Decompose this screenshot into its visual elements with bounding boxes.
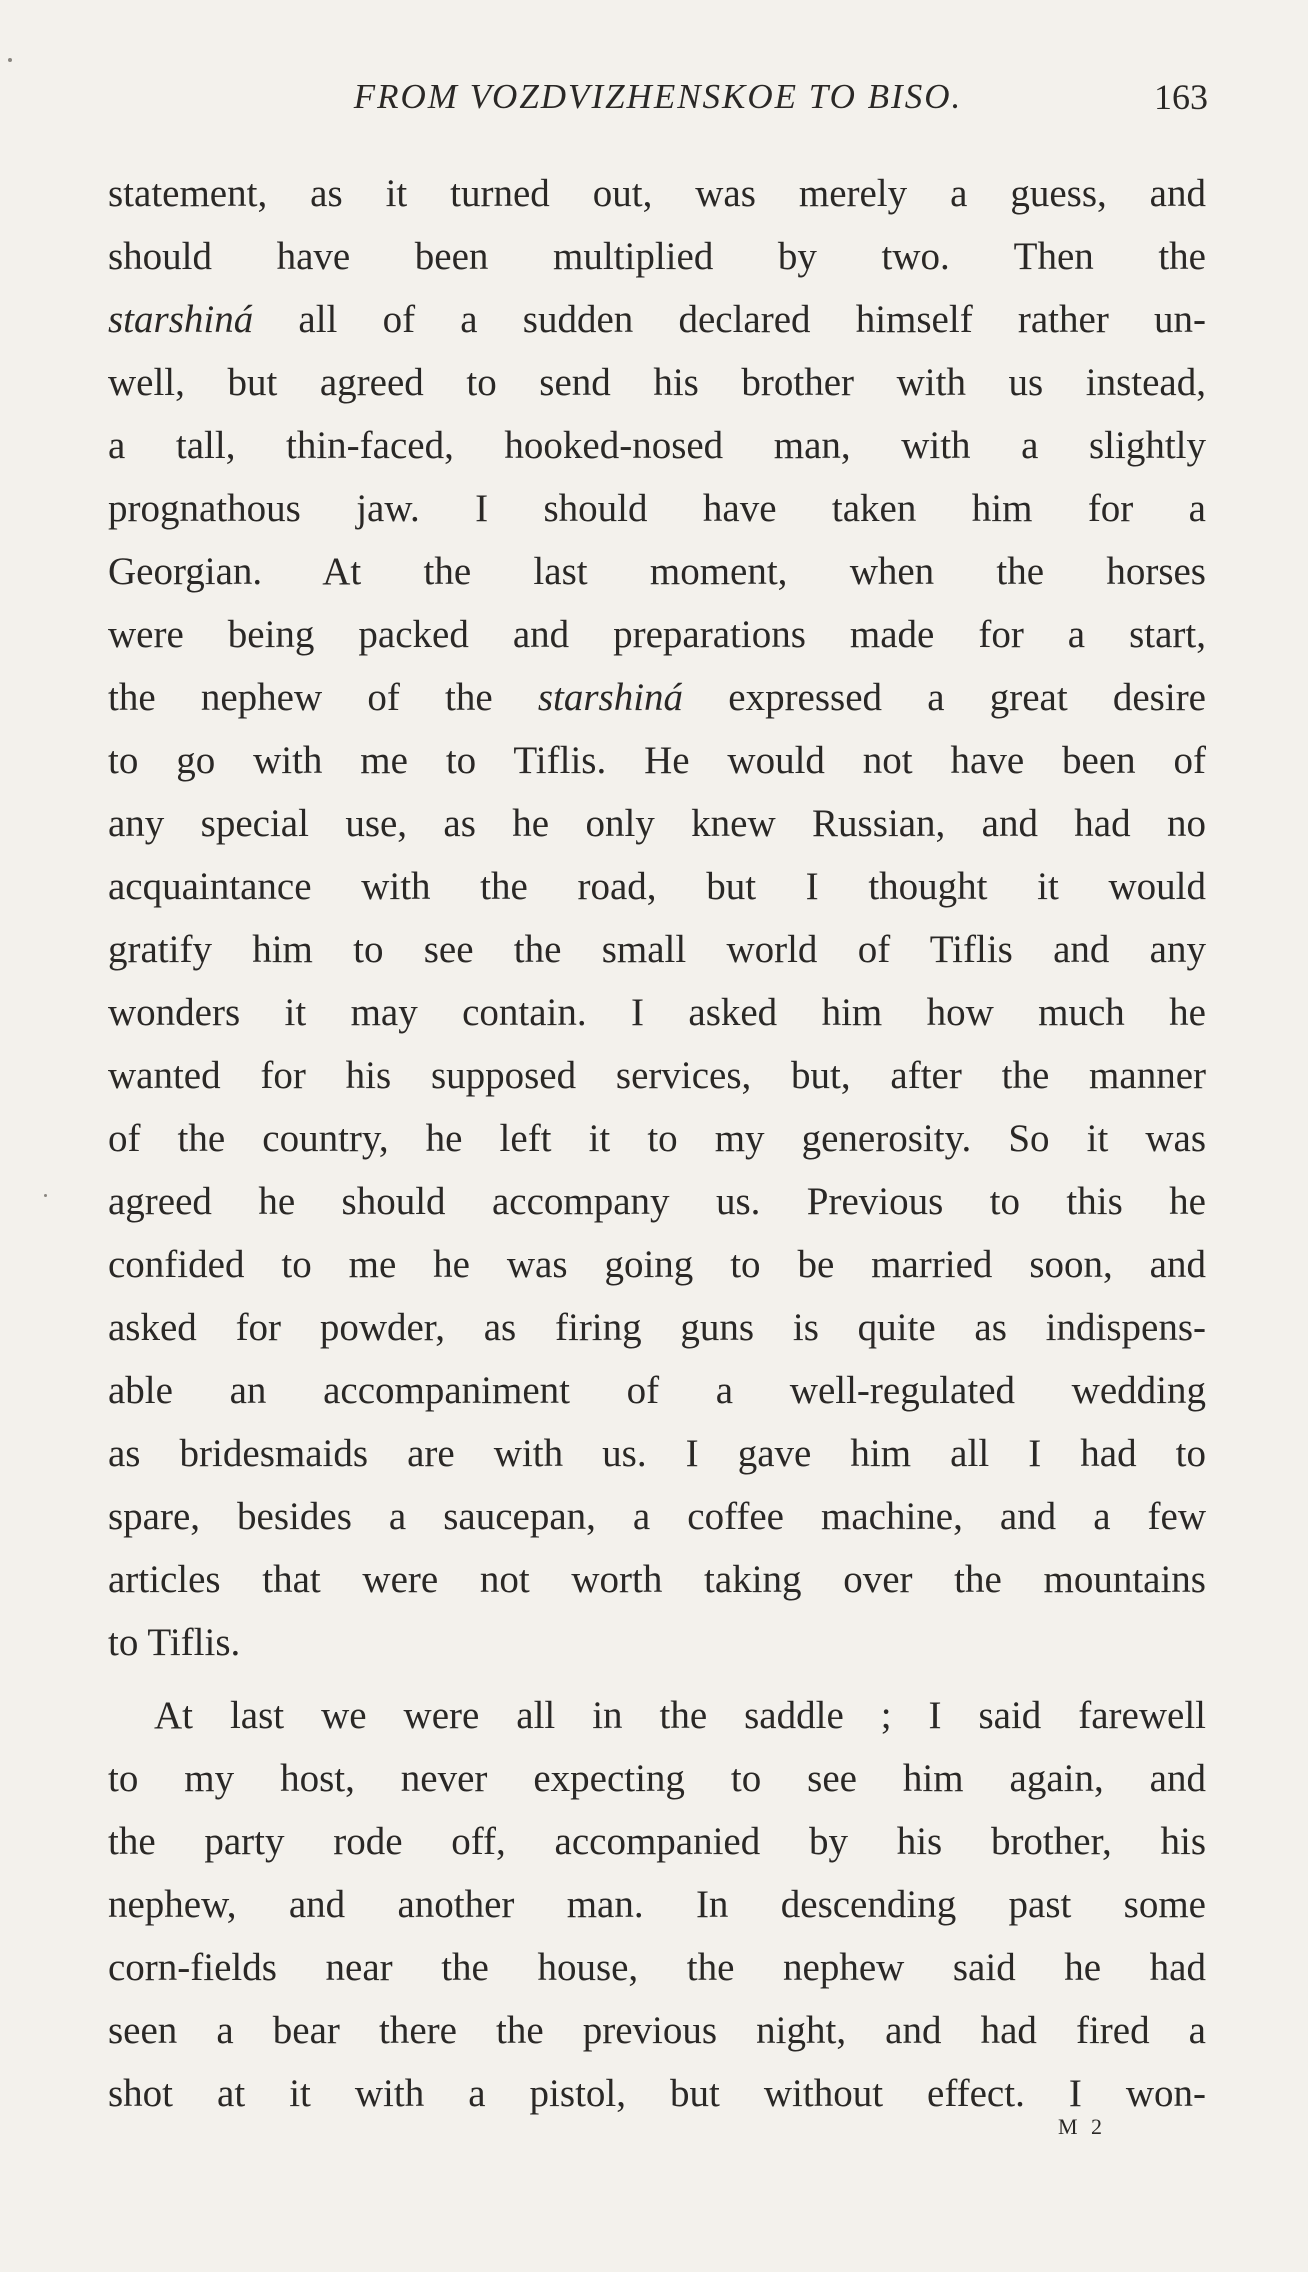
text-segment: all of a sudden declared himself rather un-	[253, 298, 1206, 341]
text-line: the party rode off, accompanied by his brother, his	[108, 1820, 1206, 1863]
text-line: spare, besides a saucepan, a coffee machine, and a few	[108, 1495, 1206, 1538]
text-line: able an accompaniment of a well-regulated wedding	[108, 1369, 1206, 1412]
text-line: seen a bear there the previous night, and had fired a	[108, 2009, 1206, 2052]
text-line: asked for powder, as firing guns is quite as indispens-	[108, 1306, 1206, 1349]
text-line: wonders it may contain. I asked him how much he	[108, 991, 1206, 1034]
text-line: acquaintance with the road, but I thought it would	[108, 865, 1206, 908]
text-line: of the country, he left it to my generosity. So it was	[108, 1117, 1206, 1160]
print-speck	[8, 58, 12, 62]
paragraph-gap	[108, 1674, 1206, 1684]
text-line: a tall, thin-faced, hooked-nosed man, with a slightly	[108, 424, 1206, 467]
text-line: Georgian. At the last moment, when the horses	[108, 550, 1206, 593]
text-line: any special use, as he only knew Russian, and had no	[108, 802, 1206, 845]
body-text	[108, 162, 1206, 2125]
running-title: FROM VOZDVIZHENSKOE TO BISO.	[353, 77, 963, 116]
text-line: to Tiflis.	[108, 1621, 241, 1664]
text-line	[108, 288, 1206, 351]
signature-mark: M 2	[1058, 2114, 1107, 2139]
text-line: corn-fields near the house, the nephew said he had	[108, 1946, 1206, 1989]
text-line	[108, 666, 1206, 729]
page-number: 163	[1154, 77, 1208, 117]
text-line: gratify him to see the small world of Tiflis and any	[108, 928, 1206, 971]
text-segment: expressed a great desire	[683, 676, 1206, 719]
print-speck	[44, 1194, 47, 1197]
text-line: statement, as it turned out, was merely a guess, and	[108, 172, 1206, 215]
text-line: wanted for his supposed services, but, after the manner	[108, 1054, 1206, 1097]
text-line: were being packed and preparations made for a start,	[108, 613, 1206, 656]
text-line: nephew, and another man. In descending past some	[108, 1883, 1206, 1926]
italic-term: starshiná	[537, 676, 684, 719]
italic-term: starshiná	[108, 298, 254, 341]
running-head	[108, 72, 1208, 122]
text-line: At last we were all in the saddle ; I said farewell	[154, 1694, 1206, 1737]
text-line: confided to me he was going to be married soon, and	[108, 1243, 1206, 1286]
text-line: to go with me to Tiflis. He would not have been of	[108, 739, 1206, 782]
text-line: well, but agreed to send his brother with us instead,	[108, 361, 1206, 404]
text-line: to my host, never expecting to see him again, and	[108, 1757, 1206, 1800]
text-line: should have been multiplied by two. Then the	[108, 235, 1206, 278]
text-line: as bridesmaids are with us. I gave him all I had to	[108, 1432, 1206, 1475]
text-segment: the nephew of the	[108, 676, 538, 719]
text-line: articles that were not worth taking over the mountains	[108, 1558, 1206, 1601]
text-line: agreed he should accompany us. Previous to this he	[108, 1180, 1206, 1223]
text-line: shot at it with a pistol, but without effect. I won-	[108, 2072, 1206, 2115]
text-line: prognathous jaw. I should have taken him for a	[108, 487, 1206, 530]
